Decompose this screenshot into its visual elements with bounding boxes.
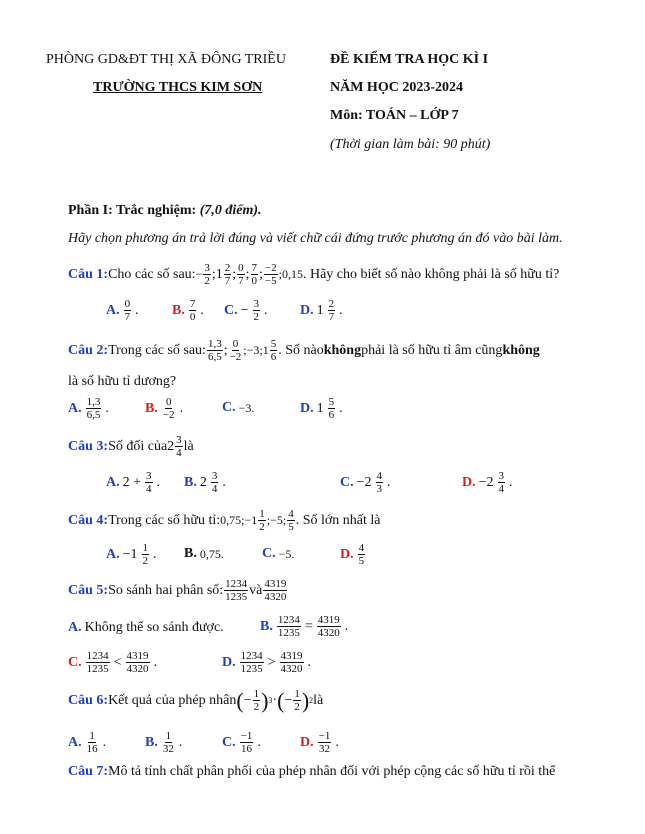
school-name: TRƯỜNG THCS KIM SƠN: [93, 80, 263, 95]
q2-option-b: B. $\frac{0}{-2}$ .: [145, 396, 184, 421]
question-4: Câu 4: Trong các số hữu tỉ: 0,75;−1 $\frac{1}{2}$ ;−5; $\frac{4}{5}$ . Số lớn nhất là: [68, 508, 381, 533]
q3-option-c: C. −2 $\frac{4}{3}$ .: [340, 470, 391, 495]
q2-option-d: D. 1 $\frac{5}{6}$ .: [300, 396, 343, 421]
q6-option-b: B. $\frac{1}{32}$ .: [145, 730, 183, 755]
question-5: Câu 5: So sánh hai phân số: $\frac{1234}{1235}$ và $\frac{4319}{4320}$: [68, 578, 287, 603]
q3-option-a: A. 2 + $\frac{3}{4}$ .: [106, 470, 161, 495]
exam-title: ĐỀ KIỂM TRA HỌC KÌ I: [330, 52, 489, 67]
part1-points: (7,0 điểm).: [199, 203, 262, 218]
q4-option-a: A. −1 $\frac{1}{2}$ .: [106, 542, 157, 567]
q4-option-c: C. −5.: [262, 546, 295, 561]
q5-option-b: B. $\frac{1234}{1235}$ = $\frac{4319}{4320}$ .: [260, 614, 349, 639]
time-limit: (Thời gian làm bài: 90 phút): [330, 137, 491, 152]
q1-label: Câu 1:: [68, 266, 109, 282]
part1-heading: [68, 203, 262, 219]
q1-question: . Hãy cho biết số nào không phải là số hữu tỉ?: [302, 266, 560, 282]
q2-option-a: A. $\frac{1,3}{6,5}$ .: [68, 396, 109, 421]
q2-text-cont: là số hữu tỉ dương?: [68, 374, 177, 389]
q1-text: Cho các số sau:: [108, 266, 196, 282]
q1-option-c: C. − $\frac{3}{2}$ .: [224, 298, 268, 323]
q2-option-c: C. −3.: [222, 400, 255, 415]
part1-title: Phần I: Trắc nghiệm:: [68, 203, 200, 218]
question-7: Câu 7: Mô tả tính chất phân phối của phép nhân đối với phép cộng các số hữu tỉ rồi thể: [68, 764, 556, 779]
q1-option-d: D. 1 $\frac{2}{7}$ .: [300, 298, 343, 323]
q5-option-c: C. $\frac{1234}{1235}$ < $\frac{4319}{4320}$ .: [68, 650, 158, 675]
q3-option-d: D. −2 $\frac{3}{4}$ .: [462, 470, 513, 495]
q3-option-b: B. 2 $\frac{3}{4}$ .: [184, 470, 226, 495]
q5-option-a: A. Không thể so sánh được.: [68, 620, 224, 635]
q6-option-a: A. $\frac{1}{16}$ .: [68, 730, 107, 755]
part1-instruction: Hãy chọn phương án trả lời đúng và viết chữ cái đứng trước phương án đó vào bài làm.: [68, 231, 563, 246]
question-3: Câu 3: Số đối của 2 $\frac{3}{4}$ là: [68, 434, 194, 459]
q4-option-d: D. $\frac{4}{5}$: [340, 542, 365, 567]
department-name: PHÒNG GD&ĐT THỊ XÃ ĐÔNG TRIỀU: [46, 52, 286, 67]
q1-option-a: A. $\frac{0}{7}$ .: [106, 298, 139, 323]
question-2: Câu 2: Trong các số sau: $\frac{1,3}{6,5}$ ; $\frac{0}{-2}$ ;−3;1 $\frac{5}{6}$ . Số nào không phải là số hữu tỉ âm cũng không: [68, 338, 540, 363]
q6-option-d: D. $\frac{-1}{32}$ .: [300, 730, 339, 755]
subject-label: Môn: TOÁN – LỚP 7: [330, 108, 459, 123]
question-6: Câu 6: Kết quả của phép nhân ( − $\frac{1}{2}$ ) 3 · ( − $\frac{1}{2}$ ) 2 là: [68, 687, 324, 713]
school-year: NĂM HỌC 2023-2024: [330, 80, 463, 95]
q6-option-c: C. $\frac{-1}{16}$ .: [222, 730, 261, 755]
q4-option-b: B. 0,75.: [184, 546, 224, 561]
q5-option-d: D. $\frac{1234}{1235}$ > $\frac{4319}{4320}$ .: [222, 650, 312, 675]
q1-option-b: B. $\frac{7}{0}$ .: [172, 298, 204, 323]
question-1: Câu 1: Cho các số sau: − $\frac{3}{2}$ ;1 $\frac{2}{7}$ ; $\frac{0}{7}$ ; $\frac{7}{0}$ ; $\frac{-2}{-5}$ ;0,15 . Hãy cho biết số nào không phải là số hữu tỉ?: [68, 262, 560, 287]
